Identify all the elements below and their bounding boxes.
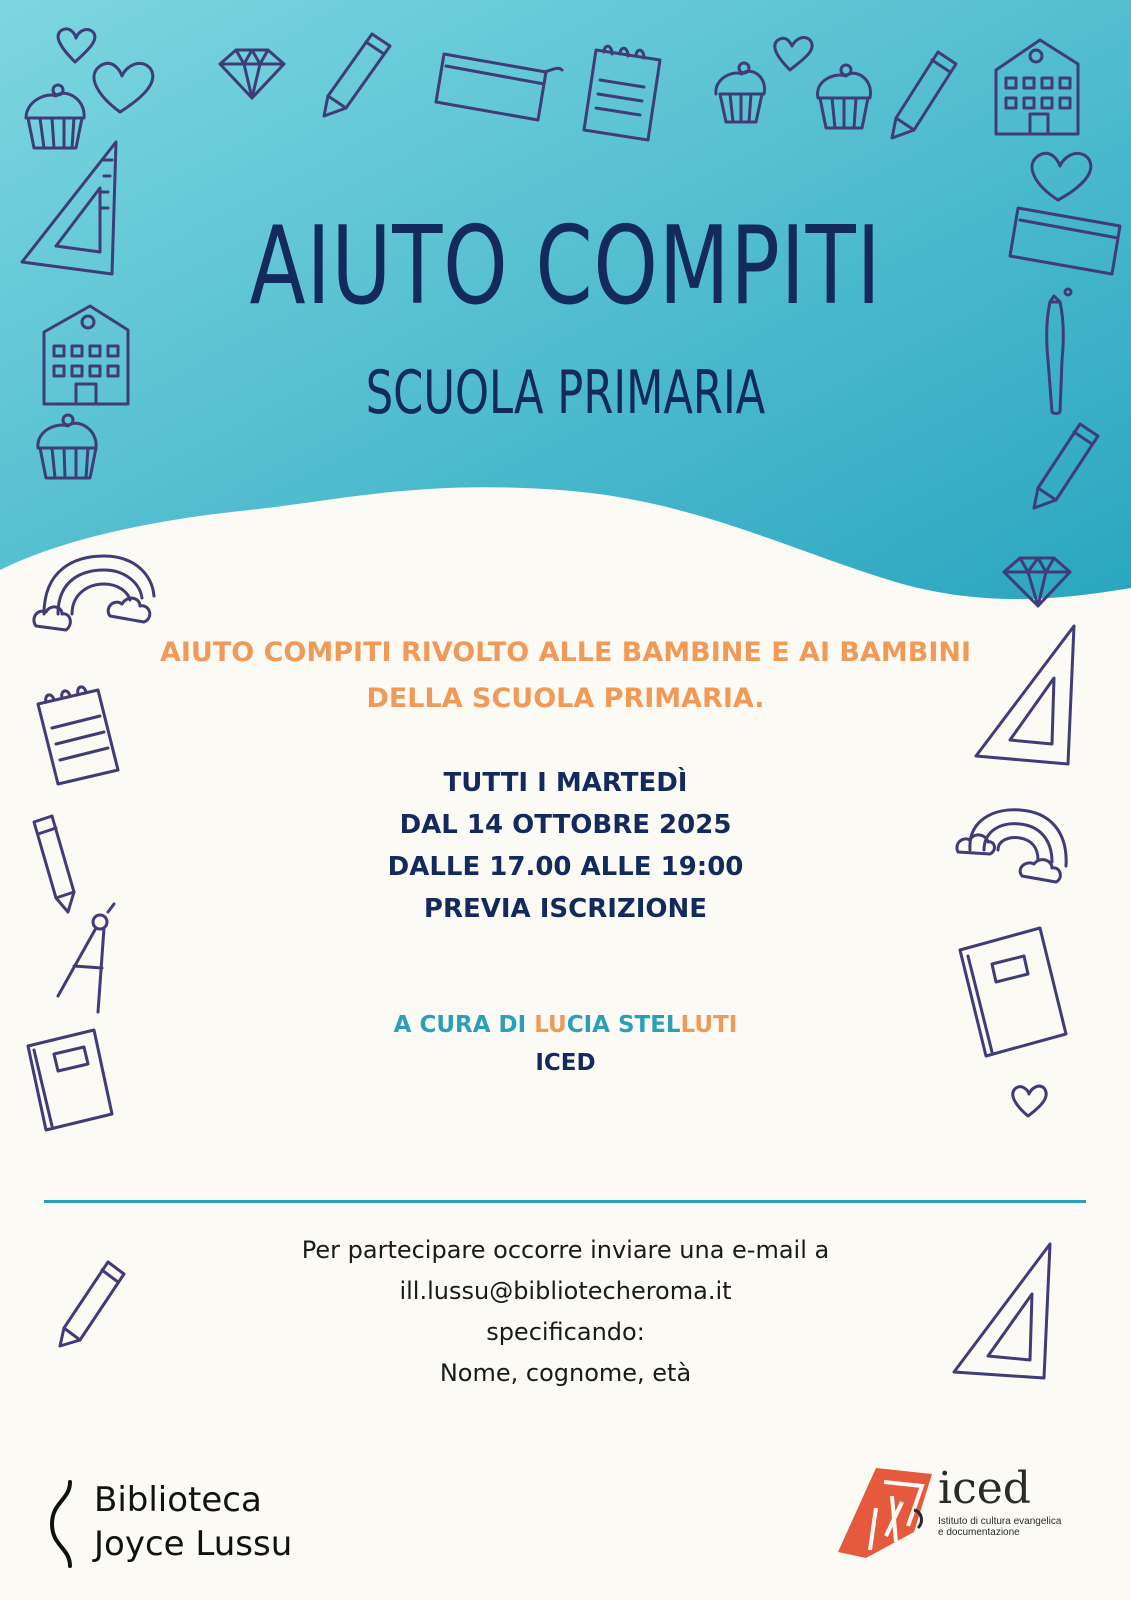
pencil-icon bbox=[324, 34, 390, 116]
pencil-icon bbox=[1034, 424, 1098, 508]
diamond-icon bbox=[1004, 558, 1070, 606]
pencil-case-icon bbox=[1010, 208, 1120, 274]
divider bbox=[44, 1200, 1086, 1203]
rainbow-icon bbox=[34, 556, 154, 630]
library-name: Biblioteca Joyce Lussu bbox=[94, 1480, 293, 1564]
intro-text: AIUTO COMPITI RIVOLTO ALLE BAMBINE E AI BAMBINI DELLA SCUOLA PRIMARIA. bbox=[159, 637, 972, 714]
pencil-icon bbox=[892, 52, 956, 138]
contact-email[interactable]: ill.lussu@bibliotecheroma.it bbox=[399, 1277, 732, 1305]
library-logo bbox=[40, 1478, 340, 1578]
page-subtitle: SCUOLA PRIMARIA bbox=[365, 358, 766, 428]
cupcake-icon bbox=[38, 415, 96, 478]
curator-name-part: STEL bbox=[617, 1012, 681, 1038]
diamond-icon bbox=[220, 50, 284, 98]
participation-line: specificando: bbox=[486, 1318, 645, 1346]
schedule-start-date: DAL 14 OTTOBRE 2025 bbox=[399, 810, 732, 840]
library-mark-icon bbox=[40, 1480, 80, 1568]
paintbrush-icon bbox=[1047, 289, 1071, 414]
participation-info bbox=[0, 1230, 1131, 1394]
schedule-time: DALLE 17.00 ALLE 19:00 bbox=[387, 852, 744, 882]
curator-name-part: LU bbox=[534, 1012, 567, 1038]
curator-organization: ICED bbox=[535, 1050, 596, 1076]
pencil-case-icon bbox=[436, 54, 562, 120]
heart-icon bbox=[94, 63, 153, 112]
schedule-block bbox=[0, 762, 1131, 930]
notepad-icon bbox=[584, 46, 660, 140]
curator-name-part: LUTI bbox=[680, 1012, 738, 1038]
heart-icon bbox=[775, 38, 812, 70]
cupcake-icon bbox=[716, 63, 765, 122]
iced-tagline: Istituto di cultura evangelica e documentazione bbox=[938, 1516, 1062, 1538]
iced-wordmark: iced bbox=[938, 1463, 1031, 1514]
curator-block bbox=[0, 1006, 1131, 1082]
triangle-ruler-icon bbox=[22, 142, 116, 274]
curator-prefix: A CURA DI LUCIA STELLUTI bbox=[393, 1012, 738, 1038]
cupcake-icon bbox=[818, 65, 871, 128]
heart-icon bbox=[58, 29, 95, 62]
heart-icon bbox=[1032, 153, 1091, 200]
participation-line: Per partecipare occorre inviare una e-mail a bbox=[301, 1236, 830, 1264]
page-title: AIUTO COMPITI bbox=[249, 204, 882, 329]
curator-name-part bbox=[610, 1012, 618, 1038]
required-fields: Nome, cognome, età bbox=[439, 1359, 692, 1387]
heart-icon bbox=[1013, 1086, 1046, 1116]
curator-name-part: CIA bbox=[566, 1012, 610, 1038]
iced-mark-icon bbox=[836, 1462, 936, 1562]
iced-logo bbox=[836, 1462, 1096, 1572]
school-building-icon bbox=[996, 40, 1078, 134]
school-building-icon bbox=[44, 306, 128, 404]
schedule-day: TUTTI I MARTEDÌ bbox=[443, 768, 688, 798]
schedule-registration: PREVIA ISCRIZIONE bbox=[423, 894, 708, 924]
cupcake-icon bbox=[26, 85, 84, 148]
